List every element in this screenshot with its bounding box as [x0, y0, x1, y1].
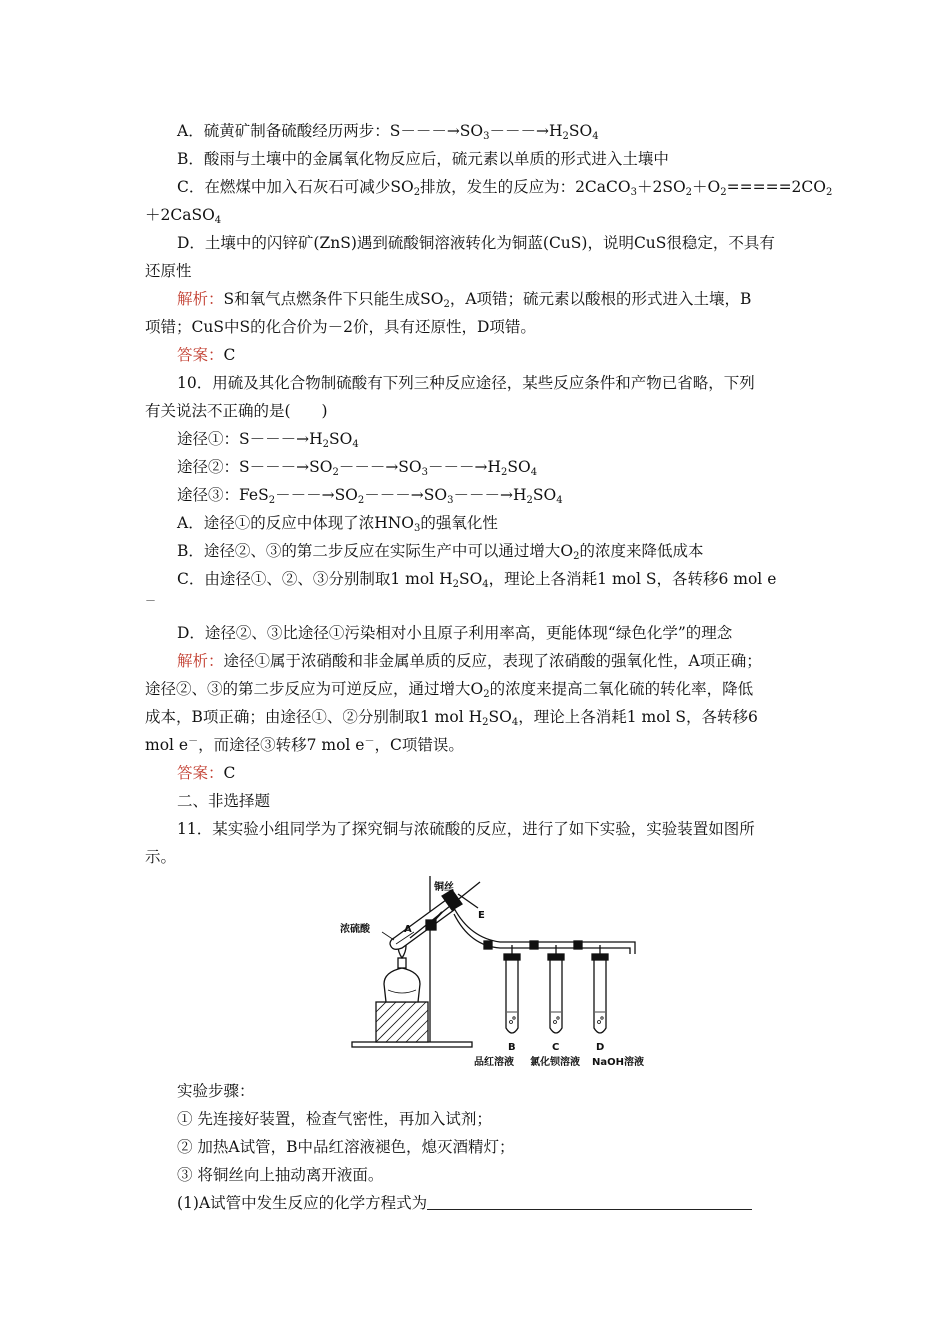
q9-analysis: 解析：S和氧气点燃条件下只能生成$SO_2$，A项错；硫元素以酸根的形式进入土壤，B [177, 290, 752, 310]
q10-option-a: A．途径①的反应中体现了浓$HNO_3$的强氧化性 [177, 514, 498, 534]
answer-label: 答案： [177, 764, 224, 782]
q9-answer: 答案：C [177, 346, 236, 364]
q10-analysis: 解析：途径①属于浓硝酸和非金属单质的反应，表现了浓硝酸的强氧化性，A项正确； [177, 652, 762, 670]
q11-stem-cont: 示。 [145, 848, 177, 866]
q10-route-2: 途径②：$S---\to SO_2---\to SO_3---\to H_2SO_4$ [177, 458, 538, 478]
q10-option-b: B．途径②、③的第二步反应在实际生产中可以通过增大$O_2$的浓度来降低成本 [177, 542, 704, 562]
label-conc-acid: 浓硫酸 [340, 924, 370, 935]
q10-option-c-cont: － [145, 594, 156, 607]
q11-steps-title: 实验步骤： [177, 1082, 255, 1100]
label-a: A [404, 924, 412, 935]
analysis-label: 解析： [177, 652, 224, 670]
label-sol-b: 品红溶液 [474, 1057, 514, 1068]
alcohol-lamp [384, 968, 420, 1002]
label-sol-c: 氯化钡溶液 [530, 1057, 580, 1068]
q11-sub-1: (1)A试管中发生反应的化学方程式为 [177, 1192, 842, 1214]
q11-stem: 11．某实验小组同学为了探究铜与浓硫酸的反应，进行了如下实验，实验装置如图所 [177, 820, 755, 838]
q9-option-d-cont: 还原性 [145, 262, 192, 280]
q11-step-1: ① 先连接好装置，检查气密性，再加入试剂； [177, 1110, 492, 1128]
q10-route-3: 途径③：$FeS_2---\to SO_2---\to SO_3---\to H_2SO_4$ [177, 486, 563, 506]
q10-option-d: D．途径②、③比途径①污染相对小且原子利用率高，更能体现“绿色化学”的理念 [177, 624, 733, 642]
q9-option-c-cont: ＋2CaSO$_4$ [145, 206, 222, 226]
q11-step-3: ③ 将铜丝向上抽动离开液面。 [177, 1166, 384, 1184]
q10-answer: 答案：C [177, 764, 236, 782]
q10-analysis-cont-1: 途径②、③的第二步反应为可逆反应，通过增大$O_2$的浓度来提高二氧化硫的转化率，降低 [145, 680, 754, 700]
q10-route-1: 途径①：$S---\to H_2SO_4$ [177, 430, 359, 450]
label-e: E [478, 910, 485, 921]
q9-option-d: D．土壤中的闪锌矿(ZnS)遇到硫酸铜溶液转化为铜蓝(CuS)，说明CuS很稳定，不具有 [177, 234, 775, 252]
test-tubes-bcd [506, 958, 606, 1033]
section-heading: 二、非选择题 [177, 792, 271, 810]
q9-option-b: B．酸雨与土壤中的金属氧化物反应后，硫元素以单质的形式进入土壤中 [177, 150, 669, 168]
q10-option-c: C．由途径①、②、③分别制取1 mol $H_2SO_4$，理论上各消耗1 mol S，各转移6 mol e [177, 570, 777, 590]
apparatus-figure [330, 872, 650, 1070]
label-d: D [596, 1042, 605, 1053]
answer-label: 答案： [177, 346, 224, 364]
q9-option-a: A．硫黄矿制备硫酸经历两步：$S---\to SO_3---\to H_2SO_4$ [177, 122, 599, 142]
label-b: B [508, 1042, 516, 1053]
q11-step-2: ② 加热A试管，B中品红溶液褪色，熄灭酒精灯； [177, 1138, 515, 1156]
stand-base [352, 1042, 472, 1047]
q10-stem-cont: 有关说法不正确的是( ) [145, 402, 328, 420]
q9-option-c: C．在燃煤中加入石灰石可减少$SO_2$排放，发生的反应为：$2CaCO_3+2SO_2+O_2=====2CO_2$ [177, 178, 833, 198]
label-c: C [552, 1042, 560, 1053]
q9-analysis-cont: 项错；CuS中S的化合价为－2价，具有还原性，D项错。 [145, 318, 536, 336]
label-sol-d: NaOH溶液 [592, 1057, 644, 1068]
q10-stem: 10．用硫及其化合物制硫酸有下列三种反应途径，某些反应条件和产物已省略，下列 [177, 374, 755, 392]
q10-analysis-cont-2: 成本，B项正确；由途径①、②分别制取1 mol $H_2SO_4$，理论上各消耗1 mol S，各转移6 [145, 708, 758, 728]
label-copper-wire: 铜丝 [434, 882, 454, 893]
analysis-label: 解析： [177, 290, 224, 308]
answer-blank[interactable] [427, 1195, 752, 1210]
q10-analysis-cont-3: mol e－，而途径③转移7 mol e－，C项错误。 [145, 736, 464, 754]
